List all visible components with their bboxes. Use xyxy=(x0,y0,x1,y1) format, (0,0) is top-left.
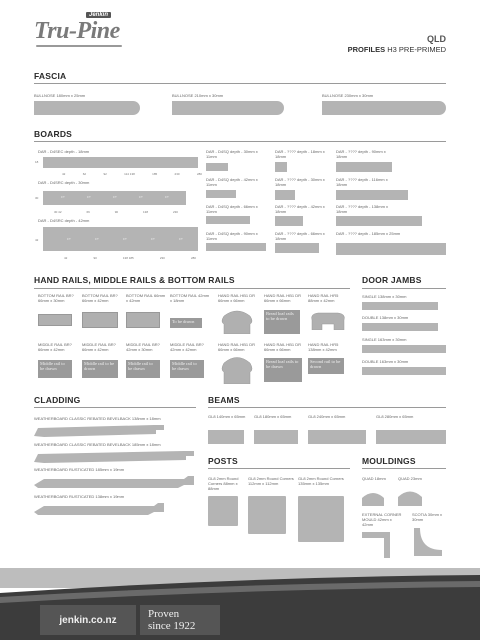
corner-mould-label: EXTERNAL CORNER MOULD 42mm x 42mm xyxy=(362,512,402,527)
cladding-title: CLADDING xyxy=(34,395,81,405)
bottom-rail-4-label: BOTTOM RAIL 42mm x 18mm xyxy=(170,293,210,303)
tick: 280 xyxy=(196,172,202,176)
hand-rail-4-label: HAND RAIL HB1 DR 66mm x 66mm xyxy=(218,342,255,352)
logo-swoosh xyxy=(36,45,122,47)
middle-rail-1-label: MIDDLE RAIL BR? 66mm x 42mm xyxy=(38,342,72,352)
hand-rail-4-profile xyxy=(220,356,254,384)
footer-slogan-box xyxy=(140,605,220,635)
tick: 92 xyxy=(103,172,107,176)
post-3-label: GL8 2mm Round Corners 135mm x 135mm xyxy=(298,476,344,486)
bottom-rail-3-label: BOTTOM RAIL 66mm x 42mm xyxy=(126,293,166,303)
footer-proven: Proven xyxy=(148,608,180,620)
cladding-2-profile xyxy=(34,450,194,464)
profiles-bold: PROFILES xyxy=(347,45,386,54)
fascia-rule xyxy=(34,83,446,84)
board-d4src30-label: DAR - D4SRC depth - 30mm xyxy=(38,180,90,185)
board-d4sq-90-label: DAR - D4SQ depth - 90mm x 11mm xyxy=(206,231,258,241)
hand-rail-2-tbd: Bread loaf rails to be drawn xyxy=(264,310,300,334)
fascia-profile-3 xyxy=(322,101,446,115)
beam-2-label: GL8 180mm x 65mm xyxy=(254,414,292,419)
bottom-rail-4-tbd: To be drawn xyxy=(170,318,202,328)
beam-2-profile xyxy=(254,430,298,444)
bottom-rail-1-profile xyxy=(38,314,72,326)
middle-rail-1-tbd: Middle rail to be drawn xyxy=(38,360,72,378)
fascia-profile-2 xyxy=(172,101,284,115)
jamb-1-profile xyxy=(362,302,438,310)
fascia-label-3: BULLNOSE 230mm x 30mm xyxy=(322,93,374,98)
ft-mark: FT xyxy=(139,195,143,199)
footer-url[interactable]: jenkin.co.nz xyxy=(59,614,117,626)
middle-rail-3-tbd: Middle rail to be drawn xyxy=(126,360,160,378)
ft-mark: FT xyxy=(123,237,127,241)
jamb-1-label: SINGLE 138mm x 30mm xyxy=(362,294,407,299)
hand-rail-5-tbd: Bread loaf rails to be drawn xyxy=(264,358,302,382)
beam-3-profile xyxy=(308,430,366,444)
bottom-rail-3-profile xyxy=(126,312,160,328)
tick: 230 xyxy=(159,256,165,260)
hand-rail-3-label: HAND RAIL HR5 88mm x 42mm xyxy=(308,293,339,303)
posts-title: POSTS xyxy=(208,456,238,466)
board-d4sq-42-label: DAR - D4SQ depth - 42mm x 11mm xyxy=(206,177,258,187)
middle-rail-2-label: MIDDLE RAIL BR? 66mm x 42mm xyxy=(82,342,116,352)
bottom-rail-1-label: BOTTOM RAIL BR? 66mm x 30mm xyxy=(38,293,74,303)
jamb-2-label: DOUBLE 138mm x 30mm xyxy=(362,315,409,320)
board-d4sec-profile xyxy=(43,157,198,168)
beam-1-label: GL8 140mm x 65mm xyxy=(208,414,246,419)
cladding-3-profile xyxy=(34,475,194,489)
quad-18-label: QUAD 18mm xyxy=(362,476,386,481)
board-d4src42-label: DAR - D4SRC depth - 42mm xyxy=(38,218,90,223)
board-col3-66-label: DAR - ???? depth - 66mm x 18mm xyxy=(275,231,325,241)
profiles-heading xyxy=(348,45,446,54)
cladding-2-label: WEATHERBOARD CLASSIC REBATED BEVELBACK 185mm x 18mm xyxy=(34,442,161,447)
board-col4-116-label: DAR - ???? depth - 116mm x 18mm xyxy=(336,177,388,187)
middle-rail-3-label: MIDDLE RAIL BR? 42mm x 30mm xyxy=(126,342,160,352)
cladding-rule xyxy=(34,407,196,408)
mouldings-title: MOULDINGS xyxy=(362,456,416,466)
footer-url-box[interactable] xyxy=(40,605,136,635)
beams-title: BEAMS xyxy=(208,395,240,405)
fascia-label-2: BULLNOSE 210mm x 30mm xyxy=(172,93,224,98)
board-col4-116-profile xyxy=(336,190,408,200)
tick: 230 xyxy=(172,210,178,214)
mouldings-rule xyxy=(362,468,446,469)
jamb-3-label: SINGLE 163mm x 30mm xyxy=(362,337,407,342)
board-col4-185-profile xyxy=(336,243,446,255)
jamb-2-profile xyxy=(362,323,438,331)
tick: 90 xyxy=(114,210,119,214)
middle-rail-4-label: MIDDLE RAIL BR? 42mm x 42mm xyxy=(170,342,204,352)
beam-4-label: GL8 280mm x 65mm xyxy=(376,414,414,419)
fascia-label-1: BULLNOSE 180mm x 25mm xyxy=(34,93,86,98)
quad-23-label: QUAD 23mm xyxy=(398,476,422,481)
fascia-title: FASCIA xyxy=(34,71,67,81)
post-2-profile xyxy=(248,496,286,534)
ft-mark: FT xyxy=(151,237,155,241)
boards-rule xyxy=(34,141,446,142)
scotia-label: SCOTIA 30mm x 30mm xyxy=(412,512,443,522)
board-col3-30-profile xyxy=(275,190,295,200)
board-col3-30-label: DAR - ???? depth - 30mm x 18mm xyxy=(275,177,325,187)
board-col4-90-label: DAR - ???? depth - 90mm x 18mm xyxy=(336,149,386,159)
board-d4sec-ticks xyxy=(62,172,202,176)
beams-rule xyxy=(208,407,446,408)
board-side-18: 18 xyxy=(35,160,39,164)
board-col3-42-profile xyxy=(275,216,303,226)
post-1-profile xyxy=(208,496,238,526)
board-d4sq-30-profile xyxy=(206,163,228,171)
tick: 114 138 xyxy=(124,172,135,176)
quad-18-profile xyxy=(362,490,384,506)
hand-rail-6-tbd: Second rail to be drawn xyxy=(308,358,344,374)
hand-rail-1-label: HAND RAIL HB1 DR 66mm x 66mm xyxy=(218,293,255,303)
middle-rail-2-tbd: Middle rail to be drawn xyxy=(82,360,118,378)
board-col4-185-label: DAR - ???? depth - 185mm x 25mm xyxy=(336,231,401,236)
beam-1-profile xyxy=(208,430,244,444)
board-d4src42-ft-marks xyxy=(55,237,195,241)
board-col4-138-label: DAR - ???? depth - 138mm x 18mm xyxy=(336,204,389,214)
board-side-30: 30 xyxy=(35,196,39,200)
board-col4-90-profile xyxy=(336,162,392,172)
beam-4-profile xyxy=(376,430,446,444)
jambs-rule xyxy=(362,288,446,289)
board-d4sq-66-label: DAR - D4SQ depth - 66mm x 11mm xyxy=(206,204,258,214)
cladding-3-label: WEATHERBOARD RUSTICATED 185mm x 19mm xyxy=(34,467,125,472)
jamb-4-profile xyxy=(362,367,446,375)
fascia-profile-1 xyxy=(34,101,140,115)
board-col4-138-profile xyxy=(336,216,422,226)
board-d4src30-ft-marks xyxy=(50,195,180,199)
tick: 66 xyxy=(86,210,90,214)
rails-title: HAND RAILS, MIDDLE RAILS & BOTTOM RAILS xyxy=(34,275,235,285)
tick: 280 xyxy=(190,256,196,260)
ft-mark: FT xyxy=(67,237,71,241)
board-d4sq-30-label: DAR - D4SQ depth - 30mm x 11mm xyxy=(206,149,258,159)
cladding-4-label: WEATHERBOARD RUSTICATED 138mm x 19mm xyxy=(34,494,125,499)
board-col3-42-label: DAR - ???? depth - 42mm x 18mm xyxy=(275,204,325,214)
cladding-1-label: WEATHERBOARD CLASSIC REBATED BEVELBACK 138mm x 18mm xyxy=(34,416,161,421)
profiles-rest: H3 PRE-PRIMED xyxy=(387,45,446,54)
board-d4sq-66-profile xyxy=(206,216,250,224)
jamb-3-profile xyxy=(362,345,446,353)
cladding-1-profile xyxy=(34,424,164,438)
board-side-42: 42 xyxy=(35,238,39,242)
tick: 30 42 xyxy=(54,210,62,214)
tick: 230 xyxy=(174,172,180,176)
hand-rail-3-profile xyxy=(310,312,346,330)
board-d4src30-ticks xyxy=(54,210,178,214)
tick: 62 xyxy=(82,172,87,176)
quad-23-profile xyxy=(398,488,422,506)
board-d4sq-90-profile xyxy=(206,243,266,251)
tick: 138 xyxy=(143,210,149,214)
board-col3-18-profile xyxy=(275,162,287,172)
brand-logo xyxy=(34,12,134,52)
tick: 138 185 xyxy=(122,256,134,260)
corner-mould-profile xyxy=(362,532,390,558)
middle-rail-4-tbd: Middle rail to be drawn xyxy=(170,360,204,378)
boards-title: BOARDS xyxy=(34,129,73,139)
posts-rule xyxy=(208,468,350,469)
brand-small-tag: Jenkin xyxy=(86,12,111,18)
board-d4sq-42-profile xyxy=(206,190,236,198)
tick: 42 xyxy=(62,172,66,176)
jambs-title: DOOR JAMBS xyxy=(362,275,422,285)
hand-rail-6-label: HAND RAIL HR5 138mm x 42mm xyxy=(308,342,339,352)
hand-rail-5-label: HAND RAIL HB1 DR 66mm x 66mm xyxy=(264,342,301,352)
board-d4src42-ticks xyxy=(64,256,196,260)
ft-mark: FT xyxy=(165,195,169,199)
footer-since: since 1922 xyxy=(148,620,196,632)
rails-rule xyxy=(34,288,350,289)
post-2-label: GL8 2mm Round Corners 112mm x 112mm xyxy=(248,476,294,486)
board-col3-18-label: DAR - ???? depth - 18mm x 18mm xyxy=(275,149,325,159)
cladding-4-profile xyxy=(34,502,164,516)
ft-mark: FT xyxy=(113,195,117,199)
tick: 185 xyxy=(152,172,158,176)
board-col3-66-profile xyxy=(275,243,319,253)
board-d4sec-label: DAR - D4SEC depth - 18mm xyxy=(38,149,90,154)
tick: 42 xyxy=(64,256,68,260)
scotia-profile xyxy=(414,528,442,556)
beam-3-label: GL8 240mm x 65mm xyxy=(308,414,346,419)
region-label: QLD xyxy=(427,34,446,44)
hand-rail-2-label: HAND RAIL HB1 DR 66mm x 66mm xyxy=(264,293,301,303)
post-3-profile xyxy=(298,496,344,542)
ft-mark: FT xyxy=(95,237,99,241)
ft-mark: FT xyxy=(179,237,183,241)
hand-rail-1-profile xyxy=(220,310,254,334)
ft-mark: FT xyxy=(87,195,91,199)
ft-mark: FT xyxy=(61,195,65,199)
tick: 90 xyxy=(93,256,97,260)
bottom-rail-2-label: BOTTOM RAIL BR? 66mm x 42mm xyxy=(82,293,118,303)
bottom-rail-2-profile xyxy=(82,312,118,328)
post-1-label: GL8 2mm Round Corners 88mm x 88mm xyxy=(208,476,239,491)
brand-logo-text: Tru-Pine xyxy=(34,18,120,44)
jamb-4-label: DOUBLE 163mm x 30mm xyxy=(362,359,409,364)
